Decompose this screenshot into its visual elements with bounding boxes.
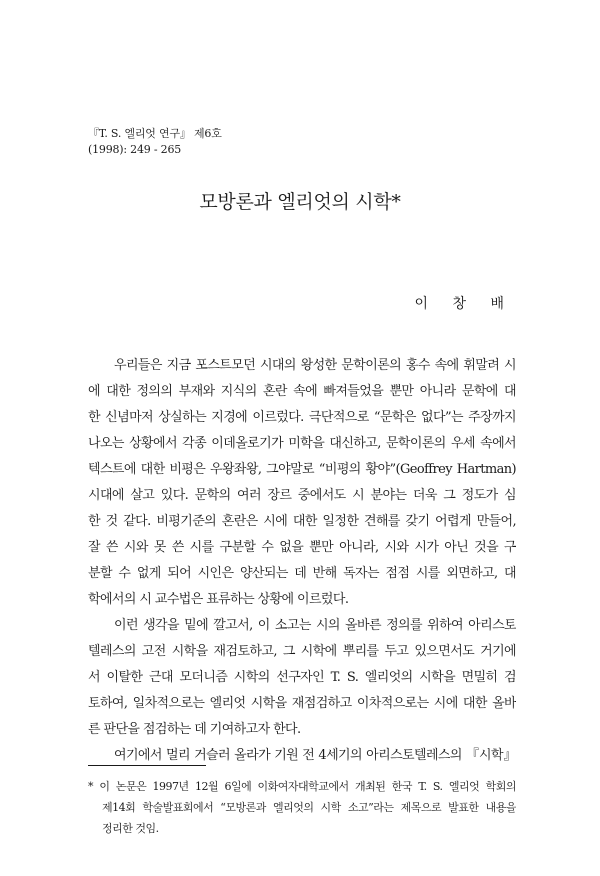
body-line: 토하여, 일차적으로는 엘리엇 시학을 재점검하고 이차적으로는 시에 대한 올바: [88, 696, 516, 711]
body-line: 나오는 상황에서 각종 이데올로기가 미학을 대신하고, 문학이론의 우세 속에서: [88, 436, 516, 451]
author-name: 이 창 배: [414, 296, 514, 312]
body-line: 한 신념마저 상실하는 지경에 이르렀다. 극단적으로 “문학은 없다”는 주장까지: [88, 410, 516, 425]
body-line: 이런 생각을 밑에 깔고서, 이 소고는 시의 올바른 정의를 위하여 아리스토: [114, 618, 516, 633]
body-line: 서 이탈한 근대 모더니즘 시학의 선구자인 T. S. 엘리엇의 시학을 면밀히 검: [88, 670, 516, 685]
article-title: 모방론과 엘리엇의 시학*: [199, 191, 401, 213]
journal-pages: (1998): 249 - 265: [88, 143, 182, 156]
body-line: 잘 쓴 시와 못 쓴 시를 구분할 수 없을 뿐만 아니라, 시와 시가 아닌 것을 구: [88, 540, 516, 555]
paragraph-2: [88, 613, 516, 743]
journal-citation: [88, 126, 222, 158]
body-line: 시대에 살고 있다. 문학의 여러 장르 중에서도 시 분야는 더욱 그 정도가 심: [88, 488, 516, 503]
body-line: 한 것 같다. 비평기준의 혼란은 시에 대한 일정한 견해를 갖기 어렵게 만들어,: [88, 514, 516, 529]
footnote-line: 정리한 것임.: [102, 822, 159, 835]
article-body: [88, 353, 516, 769]
body-line: 학에서의 시 교수법은 표류하는 상황에 이르렀다.: [88, 592, 349, 607]
body-line: 에 대한 정의의 부재와 지식의 혼란 속에 빠져들었을 뿐만 아니라 문학에 대: [88, 384, 516, 399]
body-line: 텔레스의 고전 시학을 재검토하고, 그 시학에 뿌리를 두고 있으면서도 거기에: [88, 644, 516, 659]
body-line: 분할 수 없게 되어 시인은 양산되는 데 반해 독자는 점점 시를 외면하고, 대: [88, 566, 516, 581]
footnote-divider: [88, 765, 206, 766]
footnote-line: * 이 논문은 1997년 12월 6일에 이화여자대학교에서 개최된 한국 T. S. 엘리엇 학회의: [88, 780, 516, 793]
journal-title: 『T. S. 엘리엇 연구』 제6호: [88, 127, 222, 140]
body-line: 우리들은 지금 포스트모던 시대의 왕성한 문학이론의 홍수 속에 휘말려 시: [114, 358, 516, 373]
body-line: 른 판단을 점검하는 데 기여하고자 한다.: [88, 722, 301, 737]
footnote: [88, 776, 516, 839]
body-line: 텍스트에 대한 비평은 우왕좌왕, 그야말로 “비평의 황야”(Geoffrey Hartman): [88, 462, 516, 477]
paragraph-1: [88, 353, 516, 613]
footnote-line: 제14회 학술발표회에서 “모방론과 엘리엇의 시학 소고”라는 제목으로 발표한 내용을: [102, 801, 516, 814]
body-line: 여기에서 멀리 거슬러 올라가 기원 전 4세기의 아리스토텔레스의 『시학』: [114, 748, 516, 763]
